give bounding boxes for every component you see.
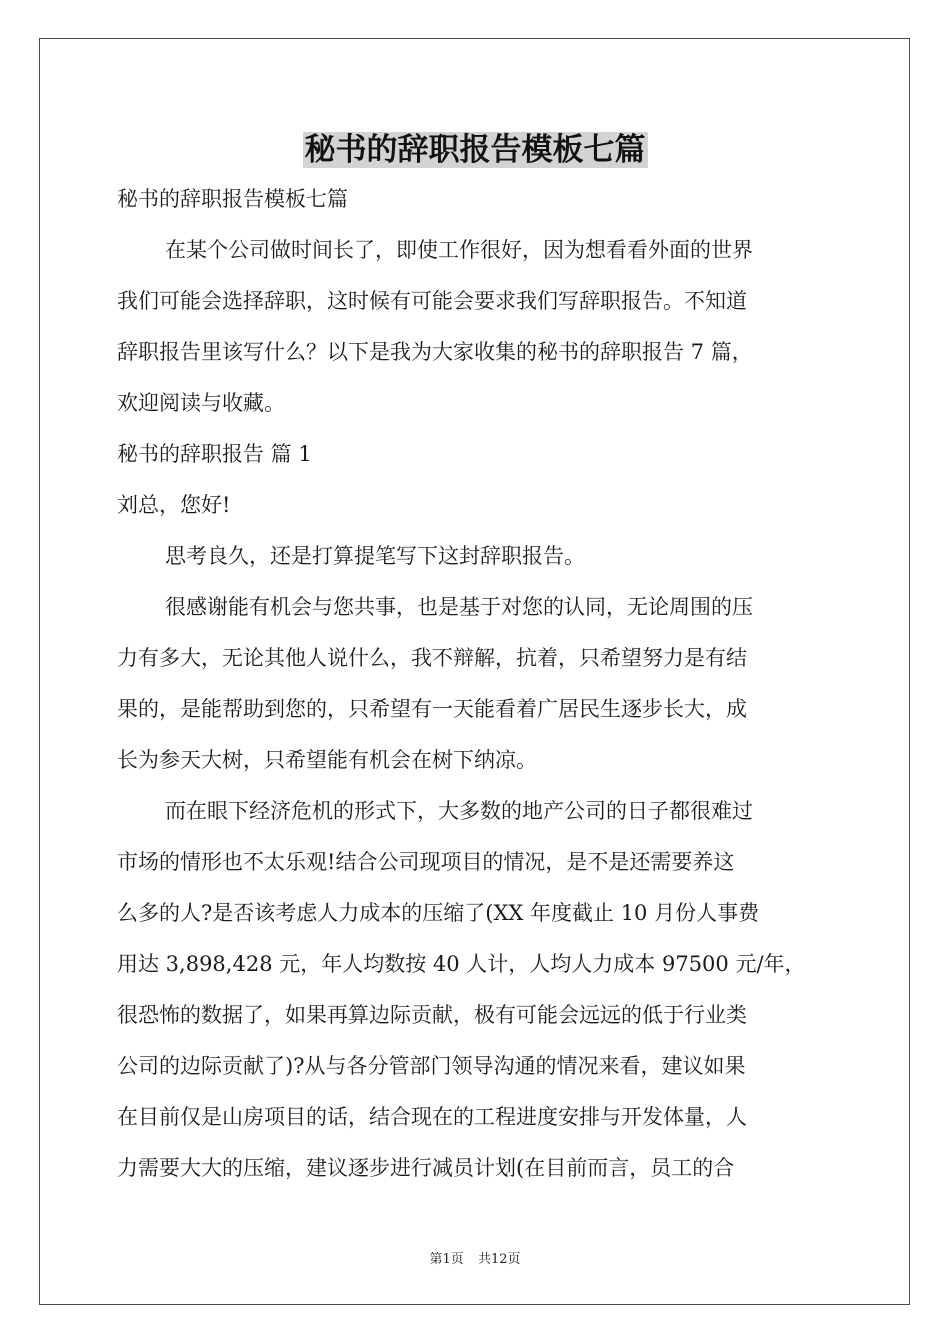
text-line: 用达 3,898,428 元，年人均数按 40 人计，人均人力成本 97500 元/年， — [117, 952, 806, 976]
page-footer — [0, 1248, 950, 1267]
document-title-text: 秘书的辞职报告模板七篇 — [304, 132, 646, 168]
text-line: 在目前仅是山房项目的话，结合现在的工程进度安排与开发体量，人 — [117, 1105, 747, 1129]
text-line: 在某个公司做时间长了，即使工作很好，因为想看看外面的世界 — [165, 238, 753, 262]
text-line: 力需要大大的压缩，建议逐步进行减员计划(在目前而言，员工的合 — [117, 1156, 735, 1180]
text-line: 公司的边际贡献了)?从与各分管部门领导沟通的情况来看，建议如果 — [117, 1054, 746, 1078]
document-body — [117, 178, 843, 1198]
text-line: 秘书的辞职报告 篇 1 — [117, 442, 312, 466]
text-line: 长为参天大树，只希望能有机会在树下纳凉。 — [117, 748, 537, 772]
page-number: 第1页 — [429, 1252, 464, 1267]
page-total: 共12页 — [477, 1252, 521, 1267]
text-line: 很恐怖的数据了，如果再算边际贡献，极有可能会远远的低于行业类 — [117, 1003, 747, 1027]
text-line: 很感谢能有机会与您共事，也是基于对您的认同，无论周围的压 — [165, 595, 753, 619]
text-line: 辞职报告里该写什么？以下是我为大家收集的秘书的辞职报告 7 篇， — [117, 340, 753, 364]
text-line: 力有多大，无论其他人说什么，我不辩解，抗着，只希望努力是有结 — [117, 646, 747, 670]
text-line: 思考良久，还是打算提笔写下这封辞职报告。 — [165, 544, 585, 568]
text-line: 刘总，您好! — [117, 493, 231, 517]
text-line: 秘书的辞职报告模板七篇 — [117, 187, 348, 211]
text-line: 市场的情形也不太乐观!结合公司现项目的情况，是不是还需要养这 — [117, 850, 735, 874]
document-title — [0, 128, 950, 172]
text-line: 我们可能会选择辞职，这时候有可能会要求我们写辞职报告。不知道 — [117, 289, 747, 313]
text-line: 么多的人?是否该考虑人力成本的压缩了(XX 年度截止 10 月份人事费 — [117, 901, 760, 925]
text-line: 果的，是能帮助到您的，只希望有一天能看着广居民生逐步长大，成 — [117, 697, 747, 721]
text-line: 欢迎阅读与收藏。 — [117, 391, 285, 415]
text-line: 而在眼下经济危机的形式下，大多数的地产公司的日子都很难过 — [165, 799, 753, 823]
